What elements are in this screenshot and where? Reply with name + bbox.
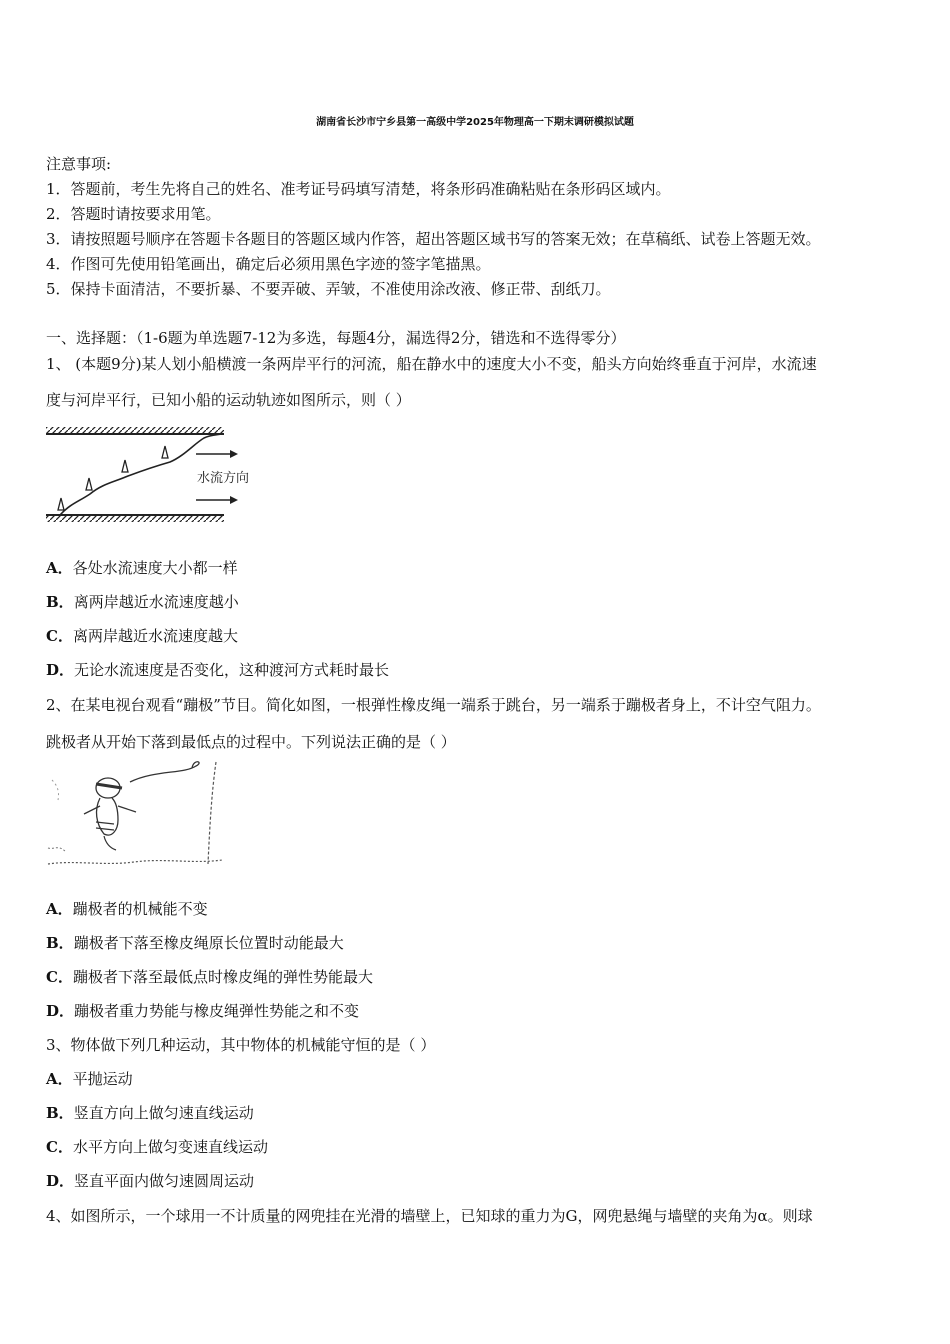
q4-stem-line1: 4、如图所示，一个球用一不计质量的网兜挂在光滑的墙壁上，已知球的重力为G，网兜悬绳与墙壁的夹角为α。则球 (46, 1207, 813, 1225)
option-letter: A． (46, 900, 73, 918)
option-text: 无论水流速度是否变化，这种渡河方式耗时最长 (74, 661, 390, 679)
q1-option-c (46, 625, 238, 646)
top-bank-hatch (46, 427, 224, 433)
sketch-mark (48, 848, 66, 852)
option-text: 离两岸越近水流速度越大 (72, 627, 238, 645)
q2-bungee-figure (44, 760, 226, 868)
q1-option-a (46, 557, 238, 578)
q2-option-a (46, 898, 208, 919)
sketch-mark (52, 780, 59, 800)
q3-option-b (46, 1102, 254, 1123)
notice-item-5: 5．保持卡面清洁，不要折暴、不要弄破、弄皱，不准使用涂改液、修正带、刮纸刀。 (46, 280, 611, 298)
option-letter: C． (46, 1138, 73, 1156)
water-flow-label: 水流方向 (197, 471, 250, 486)
q1-river-figure (44, 424, 264, 526)
bungee-cord (130, 762, 199, 782)
option-letter: A． (46, 559, 73, 577)
q3-option-d (46, 1170, 254, 1191)
option-text: 各处水流速度大小都一样 (72, 559, 238, 577)
option-text: 蹦极者的机械能不变 (72, 900, 208, 918)
option-letter: D． (46, 1002, 75, 1020)
notice-item-1: 1．答题前，考生先将自己的姓名、准考证号码填写清楚，将条形码准确粘贴在条形码区域内。 (46, 180, 671, 198)
option-letter: D． (46, 1172, 75, 1190)
option-text: 蹦极者重力势能与橡皮绳弹性势能之和不变 (74, 1002, 360, 1020)
option-letter: A． (46, 1070, 73, 1088)
q2-option-b (46, 932, 344, 953)
q3-stem-line1: 3、物体做下列几种运动，其中物体的机械能守恒的是（ ） (46, 1036, 436, 1054)
option-letter: D． (46, 661, 75, 679)
option-text: 竖直平面内做匀速圆周运动 (74, 1172, 255, 1190)
q3-option-c (46, 1136, 268, 1157)
ground-line (48, 860, 222, 864)
bottom-bank-hatch (46, 516, 224, 522)
q1-option-b (46, 591, 239, 612)
notice-item-3: 3．请按照题号顺序在答题卡各题目的答题区域内作答，超出答题区域书写的答案无效；在草稿纸、试卷上答题无效。 (46, 230, 821, 248)
option-text: 水平方向上做匀变速直线运动 (72, 1138, 268, 1156)
q1-stem-line1: 1、 (本题9分)某人划小船横渡一条两岸平行的河流，船在静水中的速度大小不变，船头方向始终垂直于河岸，水流速 (46, 355, 817, 373)
option-letter: C． (46, 968, 73, 986)
option-letter: B． (46, 934, 74, 952)
q1-stem-line2: 度与河岸平行，已知小船的运动轨迹如图所示，则（ ） (46, 391, 411, 409)
page-title: 湖南省长沙市宁乡县第一高级中学2025年物理高一下期末调研模拟试题 (316, 117, 634, 128)
option-text: 蹦极者下落至最低点时橡皮绳的弹性势能最大 (72, 968, 373, 986)
boat-icon (162, 446, 168, 458)
q2-stem-line1: 2、在某电视台观看“蹦极”节目。简化如图，一根弹性橡皮绳一端系于跳台，另一端系于蹦极者身上，不计空气阻力。 (46, 696, 821, 714)
q2-option-d (46, 1000, 359, 1021)
notice-heading: 注意事项: (46, 155, 112, 173)
option-letter: B． (46, 1104, 74, 1122)
boat-icon (86, 478, 92, 490)
option-text: 离两岸越近水流速度越小 (73, 593, 239, 611)
notice-item-2: 2．答题时请按要求用笔。 (46, 205, 221, 223)
platform-edge (208, 762, 216, 864)
option-text: 蹦极者下落至橡皮绳原长位置时动能最大 (73, 934, 344, 952)
section-heading: 一、选择题：（1-6题为单选题7-12为多选，每题4分，漏选得2分，错选和不选得零分） (46, 329, 626, 347)
option-text: 平抛运动 (72, 1070, 133, 1088)
notice-item-4: 4．作图可先使用铅笔画出，确定后必须用黑色字迹的签字笔描黑。 (46, 255, 491, 273)
q3-option-a (46, 1068, 133, 1089)
option-letter: C． (46, 627, 73, 645)
option-letter: B． (46, 593, 74, 611)
boat-icon (58, 498, 64, 510)
arrow-right-icon (196, 496, 238, 504)
arrow-right-icon (196, 450, 238, 458)
q1-option-d (46, 659, 389, 680)
jumper-figure (84, 778, 136, 850)
boat-icon (122, 460, 128, 472)
q2-option-c (46, 966, 373, 987)
q2-stem-line2: 跳极者从开始下落到最低点的过程中。下列说法正确的是（ ） (46, 733, 456, 751)
option-text: 竖直方向上做匀速直线运动 (73, 1104, 254, 1122)
